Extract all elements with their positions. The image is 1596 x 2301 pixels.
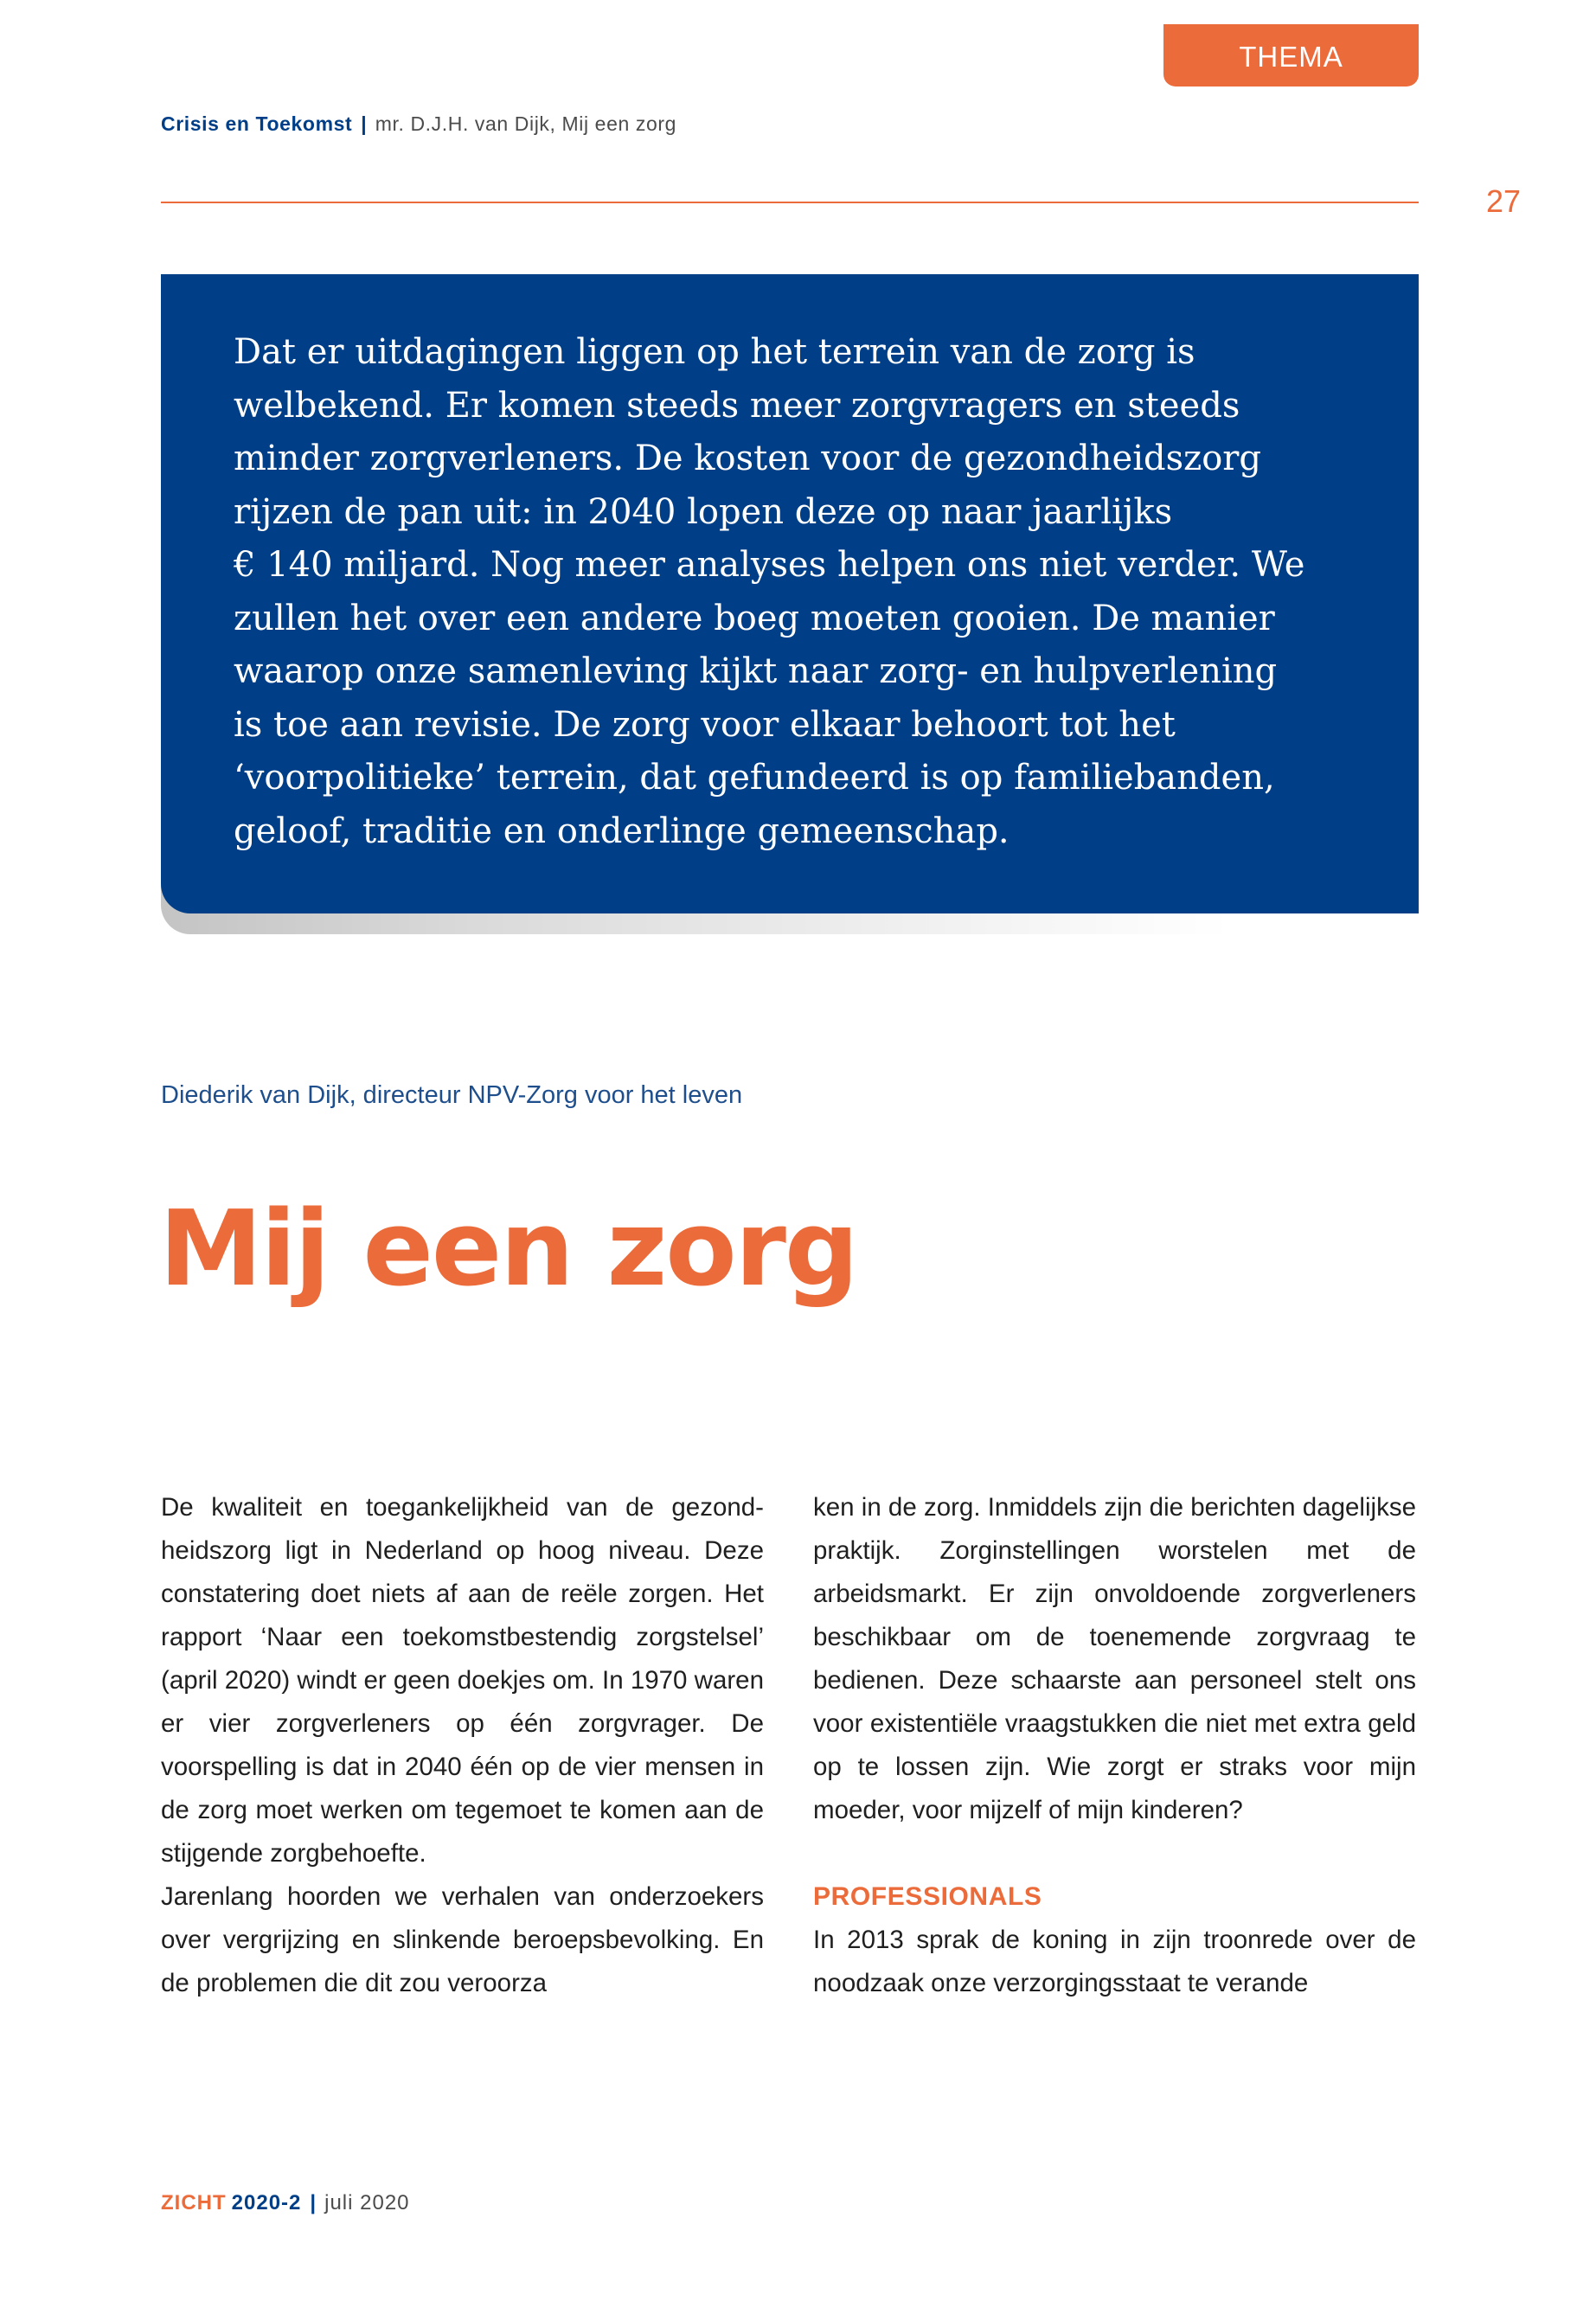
body-column-right xyxy=(813,1486,1416,2005)
body-paragraph: De kwaliteit en toegankelijkheid van de gezondheidszorg ligt in Nederland op hoog niveau. Deze constatering doet niets af aan de reële zorgen. Het rapport ‘Naar een toekomstbestendig zorgstelsel’ (april 2020) windt er geen doekjes om. In 1970 waren er vier zorgverleners op één zorgvrager. De voorspelling is dat in 2040 één op de vier mensen in de zorg moet werken om tegemoet te komen aan de stijgende zorgbehoefte. xyxy=(161,1493,764,1868)
footer-issue: 2020-2 xyxy=(231,2191,302,2214)
intro-line: zullen het over een andere boeg moeten gooien. De manier xyxy=(234,598,1275,638)
body-paragraph: Jarenlang hoorden we verhalen van onderzoekers over vergrijzing en slinkende beroepsbevolking. En de problemen die dit zou veroorza xyxy=(161,1882,764,1997)
intro-line: Dat er uitdagingen liggen op het terrein van de zorg is xyxy=(234,332,1195,372)
intro-line: waarop onze samenleving kijkt naar zorg- en hulpverlening xyxy=(234,651,1278,691)
paragraph-gap xyxy=(813,1832,1416,1875)
intro-line: rijzen de pan uit: in 2040 lopen deze op naar jaarlijks xyxy=(234,491,1173,532)
header-rule xyxy=(161,202,1419,203)
article-headline: Mij een zorg xyxy=(159,1189,857,1310)
intro-line: is toe aan revisie. De zorg voor elkaar behoort tot het xyxy=(234,704,1176,745)
intro-line: welbekend. Er komen steeds meer zorgvragers en steeds xyxy=(234,385,1240,426)
footer-date: juli 2020 xyxy=(324,2191,410,2214)
body-column-left xyxy=(161,1486,764,2005)
intro-line: € 140 miljard. Nog meer analyses helpen ons niet verder. We xyxy=(234,545,1305,585)
byline: Diederik van Dijk, directeur NPV-Zorg voor het leven xyxy=(161,1081,743,1109)
intro-line: geloof, traditie en onderlinge gemeenschap. xyxy=(234,811,1010,851)
intro-line: ‘voorpolitieke’ terrein, dat gefundeerd is op familiebanden, xyxy=(234,758,1275,798)
running-head-separator: | xyxy=(361,112,367,135)
intro-text xyxy=(234,326,1375,858)
running-head-author: mr. D.J.H. van Dijk, Mij een zorg xyxy=(375,112,676,135)
footer-magazine: ZICHT xyxy=(161,2191,227,2214)
page-number: 27 xyxy=(1486,183,1522,219)
running-head-section: Crisis en Toekomst xyxy=(161,112,353,135)
body-paragraph: In 2013 sprak de koning in zijn troonrede over de noodzaak onze verzorgingsstaat te verande xyxy=(813,1926,1416,1997)
thema-label: THEMA xyxy=(1239,41,1343,73)
page-footer xyxy=(161,2191,410,2215)
intro-box xyxy=(161,274,1419,913)
thema-tab xyxy=(1163,24,1419,87)
running-head xyxy=(161,112,676,136)
section-subhead: PROFESSIONALS xyxy=(813,1882,1042,1911)
body-paragraph: ken in de zorg. Inmiddels zijn die berichten dagelijkse praktijk. Zorginstellingen worstelen met de arbeidsmarkt. Er zijn onvoldoende zorgverleners beschikbaar om de toenemende zorgvraag te bedienen. Deze schaarste aan personeel stelt ons voor existentiële vraagstukken die niet met extra geld op te lossen zijn. Wie zorgt er straks voor mijn moeder, voor mijzelf of mijn kinderen? xyxy=(813,1493,1416,1824)
footer-separator: | xyxy=(310,2191,317,2214)
intro-line: minder zorgverleners. De kosten voor de gezondheidszorg xyxy=(234,439,1262,478)
